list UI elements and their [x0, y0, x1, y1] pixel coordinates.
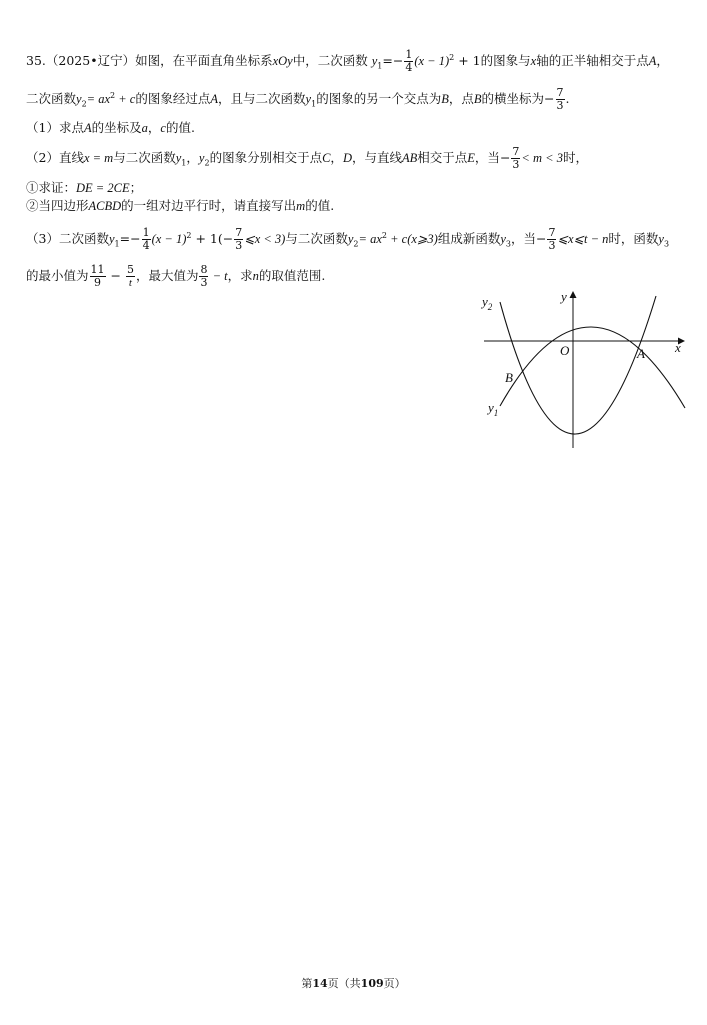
label-point-b: B — [505, 370, 513, 385]
label-x-axis: x — [675, 340, 681, 355]
label-y1: $y_1$ — [488, 400, 499, 418]
fraction-7-3: $\frac{7}{3}$ — [556, 86, 564, 113]
part-3-line-2: 的最小值为 $\frac{11}{9}$ − $\frac{5}{t}$ ，最大值为 $\frac{8}{3}$ − t，求n的取值范围. — [26, 263, 326, 289]
part-1: （1）求点A的坐标及a，c的值. — [26, 120, 195, 135]
fraction-5-t: $\frac{5}{t}$ — [126, 263, 134, 289]
problem-intro-line-2: 二次函数$y_2= ax^2 + c$的图象经过点A，且与二次函数$y_1$的图象的另一个交点为B，点B的横坐标为− $\frac{7}{3}$ . — [26, 86, 570, 113]
label-point-a: A — [637, 346, 645, 361]
part-2-sub-2: ②当四边形ACBD的一组对边平行时，请直接写出m的值. — [26, 198, 335, 213]
part-3: （3）二次函数$y_1=-$ $\frac{1}{4}$ $(x - 1)^2 + 1(-$ $\frac{7}{3}$ ⩽x < 3)与二次函数$y_2= ax^2$ + c(x⩾3)组成新函数$y_3$，当− $\frac{7}{3}$ ⩽x⩽t − n时，函数$y_3$ — [26, 226, 670, 253]
curve-y1 — [500, 327, 685, 408]
fraction-7-3: $\frac{7}{3}$ — [512, 145, 520, 171]
function-graph-figure — [478, 288, 690, 453]
y-axis-arrow-icon — [570, 291, 577, 298]
fraction-8-3: $\frac{8}{3}$ — [200, 263, 208, 289]
part-2-sub-1: ①求证：DE = 2CE； — [26, 180, 143, 195]
fraction-7-3: $\frac{7}{3}$ — [548, 226, 556, 253]
label-origin: O — [560, 343, 570, 358]
page-footer: 第14页（共109页） — [301, 977, 406, 990]
part-2: （2）直线x = m与二次函数$y_1$，$y_2$的图象分别相交于点C，D，与直线AB相交于点E，当− $\frac{7}{3}$ < m < 3时， — [26, 145, 588, 171]
label-y-axis: y — [561, 289, 567, 304]
fraction-1-4: $\frac{1}{4}$ — [142, 226, 150, 253]
fraction-1-4: $\frac{1}{4}$ — [405, 48, 413, 75]
fraction-11-9: $\frac{11}{9}$ — [90, 263, 105, 289]
fraction-7-3: $\frac{7}{3}$ — [235, 226, 243, 253]
problem-intro-line: 35.（2025•辽宁）如图，在平面直角坐标系xOy中，二次函数 $y_1=-$ $\frac{1}{4}$ $(x - 1)^2 + 1$的图象与x轴的正半轴相交于点A， — [26, 48, 669, 75]
curve-y2 — [500, 296, 656, 434]
label-y2: $y_2$ — [482, 294, 493, 312]
